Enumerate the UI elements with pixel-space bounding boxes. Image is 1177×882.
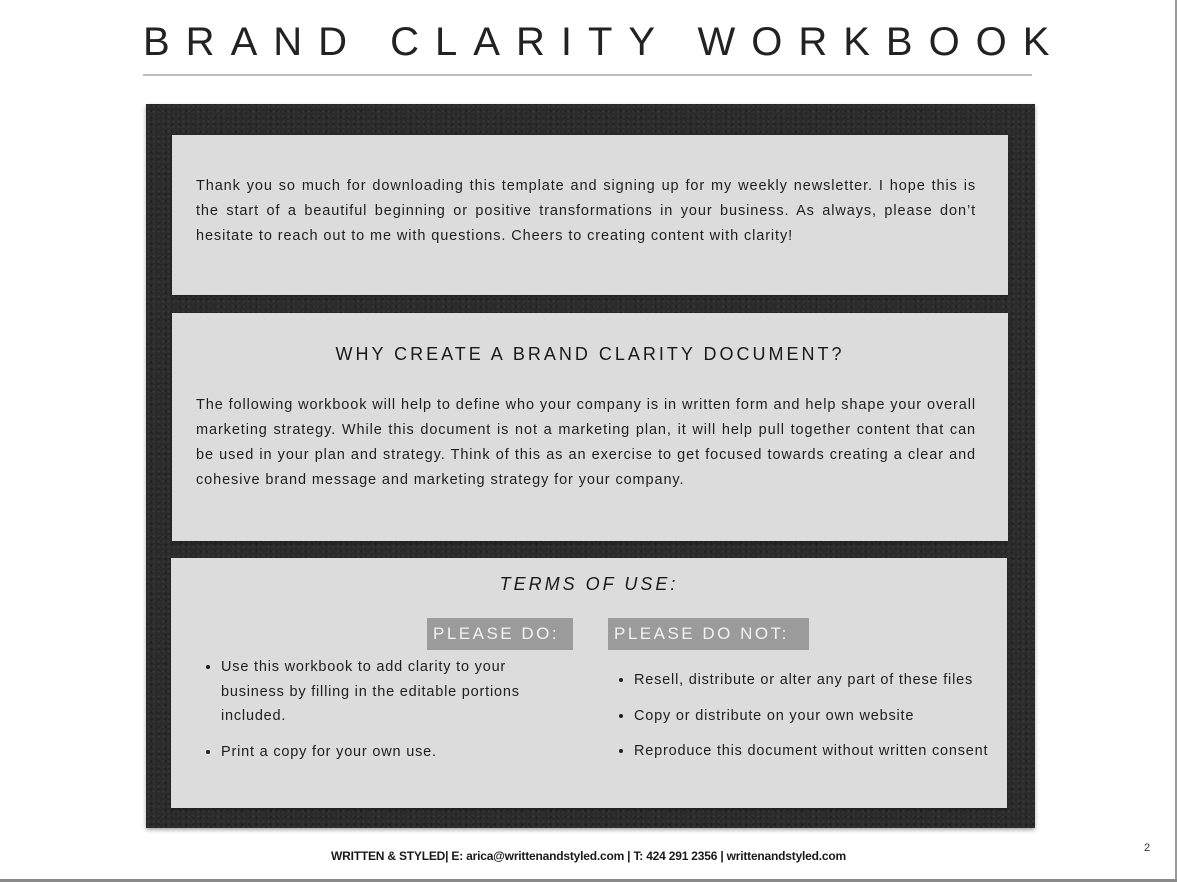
please-do-list	[197, 655, 541, 775]
list-item: • Resell, distribute or alter any part of these files	[634, 668, 1014, 693]
please-do-label: PLEASE DO:	[427, 618, 573, 650]
title-divider	[143, 74, 1032, 76]
list-item: • Use this workbook to add clarity to your business by filling in the editable portions included.	[221, 655, 541, 729]
why-card	[172, 313, 1008, 541]
please-do-not-list	[610, 668, 1014, 775]
workbook-title: BRAND CLARITY WORKBOOK	[143, 20, 1066, 64]
intro-card	[172, 135, 1008, 295]
page-number: 2	[1144, 842, 1151, 854]
why-text: The following workbook will help to define who your company is in written form and help shape your overall marketing strategy. While this document is not a marketing plan, it will help pull together content that can be used in your plan and strategy. Think of this as an exercise to get focused towards creating a clear and cohesive brand message and marketing strategy for your company.	[196, 397, 976, 488]
list-item: • Reproduce this document without written consent	[634, 739, 1014, 764]
terms-card	[171, 558, 1007, 808]
terms-heading: TERMS OF USE:	[499, 574, 679, 594]
footer-contact: WRITTEN & STYLED| E: arica@writtenandstyled.com | T: 424 291 2356 | writtenandstyled.com	[331, 849, 846, 863]
please-do-not-label: PLEASE DO NOT:	[608, 618, 809, 650]
intro-text: Thank you so much for downloading this template and signing up for my weekly newsletter. I hope this is the start of a beautiful beginning or positive transformations in your business. As always, please don’t hesitate to reach out to me with questions. Cheers to creating content with clarity!	[196, 178, 976, 244]
list-item: • Copy or distribute on your own website	[634, 704, 1014, 729]
list-item: • Print a copy for your own use.	[221, 740, 541, 765]
why-heading: WHY CREATE A BRAND CLARITY DOCUMENT?	[335, 344, 845, 364]
